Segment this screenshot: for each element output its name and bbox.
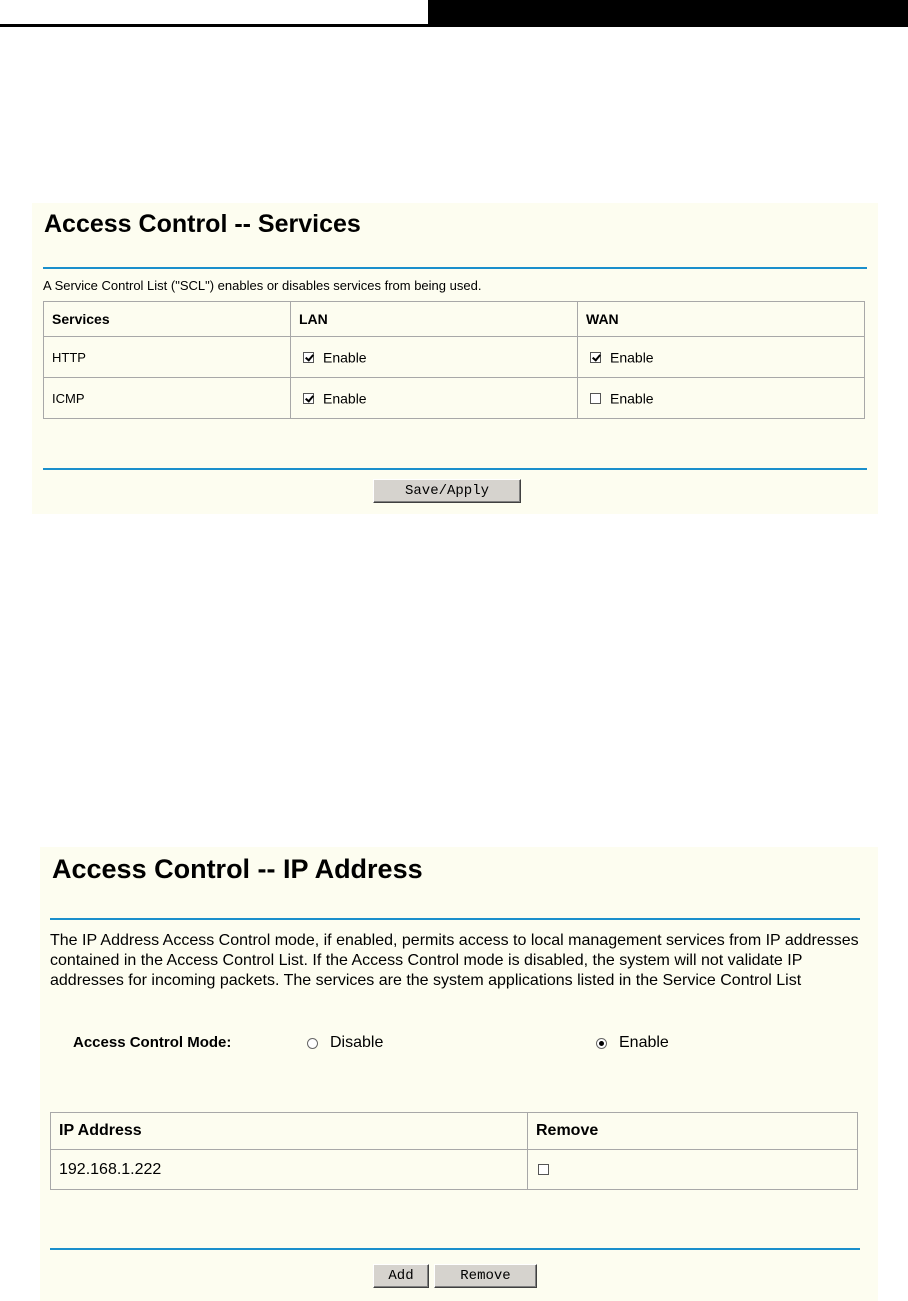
col-ip-address: IP Address — [51, 1113, 528, 1150]
ip-address-title: Access Control -- IP Address — [52, 854, 423, 884]
remove-checkbox[interactable] — [538, 1164, 549, 1175]
ip-top-divider — [50, 918, 860, 920]
ip-header-row — [51, 1113, 858, 1150]
mode-disable-option[interactable] — [307, 1034, 383, 1052]
checkbox-label: Enable — [323, 390, 367, 407]
enable-radio[interactable] — [596, 1038, 607, 1049]
disable-radio[interactable] — [307, 1038, 318, 1049]
services-top-divider — [43, 267, 867, 269]
disable-label: Disable — [330, 1034, 384, 1051]
header-rule — [0, 24, 908, 27]
services-bottom-divider — [43, 468, 867, 470]
header-black-bar — [428, 0, 908, 24]
icmp-lan-checkbox[interactable] — [303, 393, 314, 404]
lan-cell — [291, 337, 578, 378]
services-title: Access Control -- Services — [44, 210, 361, 238]
http-wan-checkbox[interactable] — [590, 352, 601, 363]
remove-cell — [528, 1150, 858, 1190]
table-row — [44, 337, 865, 378]
col-remove: Remove — [528, 1113, 858, 1150]
services-header-row — [44, 302, 865, 337]
add-button[interactable]: Add — [373, 1264, 429, 1288]
ip-address-panel — [40, 847, 878, 1301]
service-name: HTTP — [44, 337, 291, 378]
access-control-mode-label: Access Control Mode: — [73, 1034, 232, 1051]
ip-address-value: 192.168.1.222 — [51, 1150, 528, 1190]
col-wan: WAN — [578, 302, 865, 337]
col-lan: LAN — [291, 302, 578, 337]
lan-cell — [291, 378, 578, 419]
table-row — [44, 378, 865, 419]
ip-bottom-divider — [50, 1248, 860, 1250]
checkbox-label: Enable — [610, 390, 654, 407]
services-panel — [32, 203, 878, 514]
services-table — [43, 301, 865, 419]
save-apply-button[interactable]: Save/Apply — [373, 479, 521, 503]
wan-cell — [578, 378, 865, 419]
ip-address-table — [50, 1112, 858, 1190]
table-row — [51, 1150, 858, 1190]
icmp-wan-checkbox[interactable] — [590, 393, 601, 404]
wan-cell — [578, 337, 865, 378]
http-lan-checkbox[interactable] — [303, 352, 314, 363]
ip-description: The IP Address Access Control mode, if enabled, permits access to local management services from IP addresses contained in the Access Control List. If the Access Control mode is disabled, the system will not validate IP addresses for incoming packets. The services are the system applications listed in the Service Control List — [50, 932, 859, 989]
service-name: ICMP — [44, 378, 291, 419]
remove-button[interactable]: Remove — [434, 1264, 537, 1288]
checkbox-label: Enable — [610, 349, 654, 366]
col-services: Services — [44, 302, 291, 337]
services-description: A Service Control List ("SCL") enables or disables services from being used. — [43, 278, 482, 293]
checkbox-label: Enable — [323, 349, 367, 366]
enable-label: Enable — [619, 1034, 669, 1051]
mode-enable-option[interactable] — [596, 1034, 669, 1052]
